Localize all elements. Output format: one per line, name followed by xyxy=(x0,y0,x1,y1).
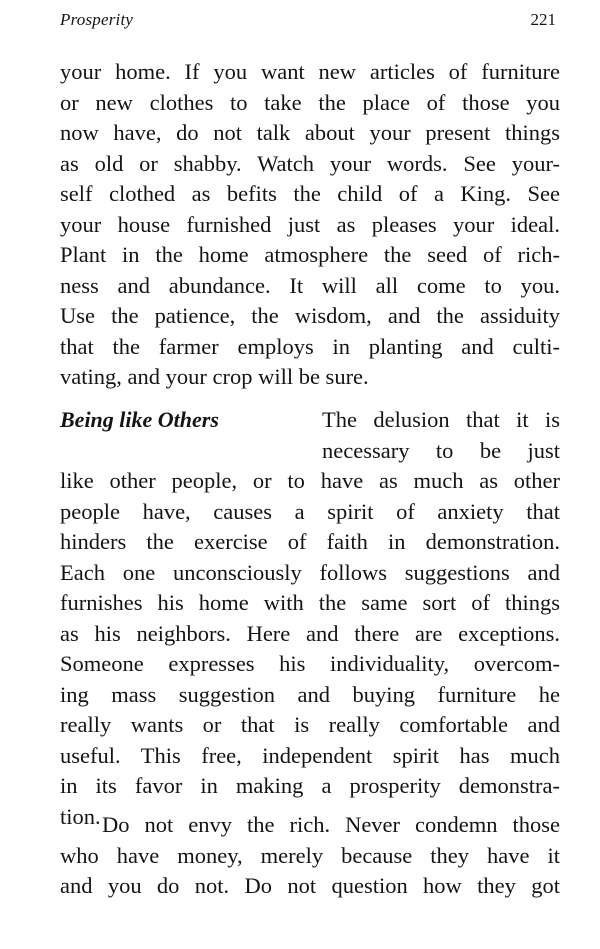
text-line: Do not envy the rich. Never condemn those xyxy=(102,812,560,837)
paragraph-3 xyxy=(60,810,560,902)
text-line: or new clothes to take the place of those you xyxy=(60,89,560,115)
text-line: necessary to be just xyxy=(322,437,560,463)
text-line: useful. This free, independent spirit has much xyxy=(60,742,560,768)
heading-side-text xyxy=(322,405,560,466)
text-line: The delusion that it is xyxy=(322,407,560,432)
paragraph-1 xyxy=(60,57,560,393)
text-line: ing mass suggestion and buying furniture he xyxy=(60,681,560,707)
page-number: 221 xyxy=(530,10,556,29)
text-line: tion. xyxy=(60,803,101,829)
text-line: like other people, or to have as much as other xyxy=(60,468,560,493)
text-line: self clothed as befits the child of a King. See xyxy=(60,181,560,206)
text-line: people have, causes a spirit of anxiety that xyxy=(60,498,560,524)
text-line: ness and abundance. It will all come to you. xyxy=(60,272,560,298)
text-line: furnishes his home with the same sort of things xyxy=(60,590,560,615)
text-line: and you do not. Do not question how they got xyxy=(60,873,560,898)
text-line: your home. If you want new articles of furniture xyxy=(60,59,560,84)
text-line: that the farmer employs in planting and culti- xyxy=(60,333,560,359)
text-line: Plant in the home atmosphere the seed of rich- xyxy=(60,242,560,267)
text-line: as old or shabby. Watch your words. See your- xyxy=(60,150,560,176)
text-line: your house furnished just as pleases your ideal. xyxy=(60,211,560,237)
text-line: vating, and your crop will be sure. xyxy=(60,364,369,389)
text-line: who have money, merely because they have it xyxy=(60,842,560,868)
text-line: now have, do not talk about your present things xyxy=(60,120,560,145)
text-line: hinders the exercise of faith in demonstration. xyxy=(60,529,560,554)
text-line: Use the patience, the wisdom, and the assiduity xyxy=(60,303,560,328)
text-line: Each one unconsciously follows suggestions and xyxy=(60,559,560,585)
text-line: in its favor in making a prosperity demonstra- xyxy=(60,773,560,798)
text-line: as his neighbors. Here and there are exceptions. xyxy=(60,620,560,646)
section-heading: Being like Others xyxy=(60,407,219,432)
text-line: Someone expresses his individuality, overcom- xyxy=(60,651,560,676)
text-line: really wants or that is really comfortable and xyxy=(60,712,560,737)
paragraph-2 xyxy=(60,466,560,832)
running-head: Prosperity xyxy=(60,10,134,29)
